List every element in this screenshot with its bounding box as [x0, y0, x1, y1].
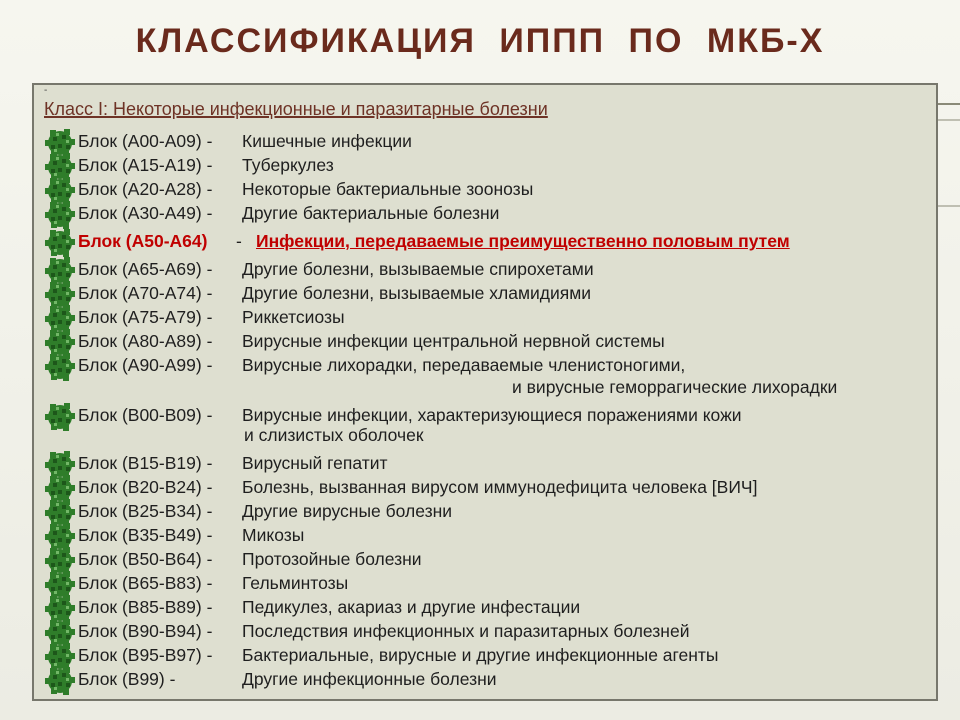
block-description: Туберкулез [242, 155, 334, 175]
block-description: Вирусный гепатит [242, 453, 388, 473]
block-description: Вирусные инфекции, характеризующиеся поражениями кожи [242, 405, 742, 425]
block-description-continuation: и слизистых оболочек [244, 425, 424, 445]
block-description: Вирусные лихорадки, передаваемые членистоногими, [242, 355, 686, 375]
block-code: Блок (А65-А69) - [78, 259, 213, 279]
block-description: Последствия инфекционных и паразитарных болезней [242, 621, 690, 641]
block-code: Блок (А70-А74) - [78, 283, 213, 303]
block-description-continuation: и вирусные геморрагические лихорадки [512, 377, 838, 397]
block-code: Блок (В35-В49) - [78, 525, 213, 545]
block-code: Блок (В20-В24) - [78, 477, 213, 497]
block-description: Педикулез, акариаз и другие инфестации [242, 597, 581, 617]
block-description: Бактериальные, вирусные и другие инфекционные агенты [242, 645, 719, 665]
block-description: Другие болезни, вызываемые хламидиями [242, 283, 592, 303]
block-code: Блок (А75-А79) - [78, 307, 213, 327]
block-separator: - [236, 231, 242, 251]
block-code: Блок (В25-В34) - [78, 501, 213, 521]
block-description: Болезнь, вызванная вирусом иммунодефицита человека [ВИЧ] [242, 477, 758, 497]
leaf-bullet-icon [42, 399, 78, 435]
block-code: Блок (А20-А28) - [78, 179, 213, 199]
block-code: Блок (В00-В09) - [78, 405, 213, 425]
header-mark: - [44, 85, 48, 96]
block-description: Другие вирусные болезни [242, 501, 453, 521]
block-description: Другие инфекционные болезни [242, 669, 497, 689]
block-code: Блок (В99) - [78, 669, 176, 689]
slide-title: КЛАССИФИКАЦИЯ ИППП ПО МКБ-Х [135, 22, 825, 60]
block-code: Блок (А30-А49) - [78, 203, 213, 223]
block-code: Блок (В95-В97) - [78, 645, 213, 665]
block-description: Инфекции, передаваемые преимущественно половым путем [256, 231, 790, 251]
block-code: Блок (А80-А89) - [78, 331, 213, 351]
block-description: Микозы [242, 525, 305, 545]
leaf-bullet-icon [42, 663, 78, 699]
content-panel [32, 83, 938, 701]
block-code: Блок (В65-В83) - [78, 573, 213, 593]
block-code: Блок (А00-А09) - [78, 131, 213, 151]
block-description: Вирусные инфекции центральной нервной системы [242, 331, 665, 351]
block-code: Блок (А15-А19) - [78, 155, 213, 175]
block-code: Блок (А50-А64) [78, 231, 208, 251]
block-description: Риккетсиозы [242, 307, 345, 327]
block-description: Кишечные инфекции [242, 131, 412, 151]
block-code: Блок (В90-В94) - [78, 621, 213, 641]
block-code: Блок (А90-А99) - [78, 355, 213, 375]
block-code: Блок (В15-В19) - [78, 453, 213, 473]
block-description: Протозойные болезни [242, 549, 422, 569]
block-code: Блок (В85-В89) - [78, 597, 213, 617]
block-code: Блок (В50-В64) - [78, 549, 213, 569]
leaf-bullet-icon [42, 349, 78, 385]
block-description: Другие болезни, вызываемые спирохетами [242, 259, 594, 279]
block-description: Некоторые бактериальные зоонозы [242, 179, 534, 199]
block-description: Гельминтозы [242, 573, 349, 593]
block-description: Другие бактериальные болезни [242, 203, 500, 223]
class-heading: Класс I: Некоторые инфекционные и паразитарные болезни [44, 99, 548, 119]
